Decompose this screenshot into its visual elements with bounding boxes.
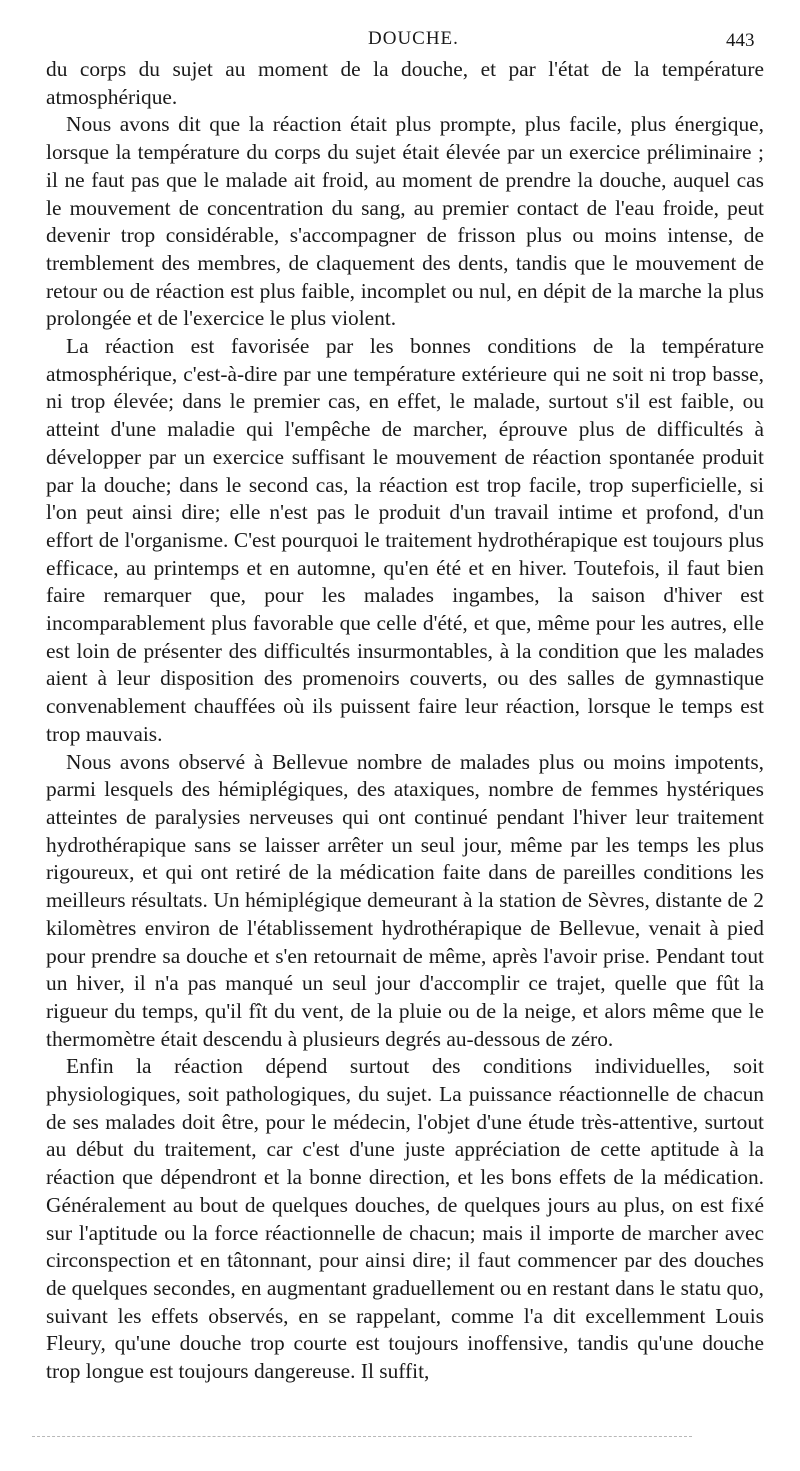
paragraph-reaction-temperature-atmospherique: La réaction est favorisée par les bonnes conditions de la température atmosphérique, c'est-à-dire par une température extérieure qui ne soit ni trop basse, ni trop élevée; dans le premier cas, en effet, le malade, surtout s'il est faible, ou atteint d'une maladie qui l'empêche de marcher, éprouve plus de difficultés à développer par un exercice suffisant le mouvement de réaction spontanée produit par la douche; dans le second cas, la réaction est trop facile, trop superficielle, si l'on peut ainsi dire; elle n'est pas le produit d'un travail intime et profond, d'un effort de l'organisme. C'est pourquoi le traitement hydrothérapique est toujours plus efficace, au printemps et en automne, qu'en été et en hiver. Toutefois, il faut bien faire remarquer que, pour les malades ingambes, la saison d'hiver est incomparablement plus favorable que celle d'été, et que, même pour les autres, elle est loin de présenter des difficultés insurmontables, à la condition que les malades aient à leur disposition des promenoirs couverts, ou des salles de gymnastique convenablement chauffées où ils puissent faire leur réaction, lorsque le temps est trop mauvais. (46, 334, 764, 746)
paragraph-continuation: du corps du sujet au moment de la douche, et par l'état de la température atmosphérique. (46, 57, 764, 109)
footer-rule (32, 1436, 692, 1437)
paragraph-conditions-individuelles: Enfin la réaction dépend surtout des conditions individuelles, soit physiologiques, soit pathologiques, du sujet. La puissance réactionnelle de chacun de ses malades doit être, pour le médecin, l'objet d'une étude très-attentive, surtout au début du traitement, car c'est d'une juste appréciation de cette aptitude à la réaction que dépendront et la bonne direction, et les bons effets de la médication. Généralement au bout de quelques douches, de quelques jours au plus, on est fixé sur l'aptitude ou la force réactionnelle de chacun; mais il importe de marcher avec circonspection et en tâtonnant, pour ainsi dire; il faut commencer par des douches de quelques secondes, en augmentant graduellement ou en restant dans le statu quo, suivant les effets observés, en se rappelant, comme l'a dit excellemment Louis Fleury, qu'une douche trop courte est toujours inoffensive, tandis qu'une douche trop longue est toujours dangereuse. Il suffit, (46, 1054, 764, 1384)
paragraph-reaction-temperature-corps: Nous avons dit que la réaction était plus prompte, plus facile, plus énergique, lorsque la température du corps du sujet était élevée par un exercice préliminaire ; il ne faut pas que le malade ait froid, au moment de prendre la douche, auquel cas le mouvement de concentration du sang, au premier contact de l'eau froide, peut devenir trop considérable, s'accompagner de frisson plus ou moins intense, de tremblement des membres, de claquement des dents, tandis que le mouvement de retour ou de réaction est plus faible, incomplet ou nul, en dépit de la marche la plus prolongée et de l'exercice le plus violent. (46, 112, 764, 331)
page-header (0, 24, 800, 54)
body-text (46, 56, 764, 1386)
paragraph-observations-bellevue: Nous avons observé à Bellevue nombre de malades plus ou moins impotents, parmi lesquels des hémiplégiques, des ataxiques, nombre de femmes hystériques atteintes de paralysies nerveuses qui ont continué pendant l'hiver leur traitement hydrothérapique sans se laisser arrêter un seul jour, même par les temps les plus rigoureux, et qui ont retiré de la médication faite dans de pareilles conditions les meilleurs résultats. Un hémiplégique demeurant à la station de Sèvres, distante de 2 kilomètres environ de l'établissement hydrothérapique de Bellevue, venait à pied pour prendre sa douche et s'en retournait de même, après l'avoir prise. Pendant tout un hiver, il n'a pas manqué un seul jour d'accomplir ce trajet, quelle que fût la rigueur du temps, qu'il fît du vent, de la pluie ou de la neige, et alors même que le thermomètre était descendu à plusieurs degrés au-dessous de zéro. (46, 749, 764, 1051)
running-title: DOUCHE. (368, 28, 459, 49)
page-number: 443 (726, 30, 755, 51)
